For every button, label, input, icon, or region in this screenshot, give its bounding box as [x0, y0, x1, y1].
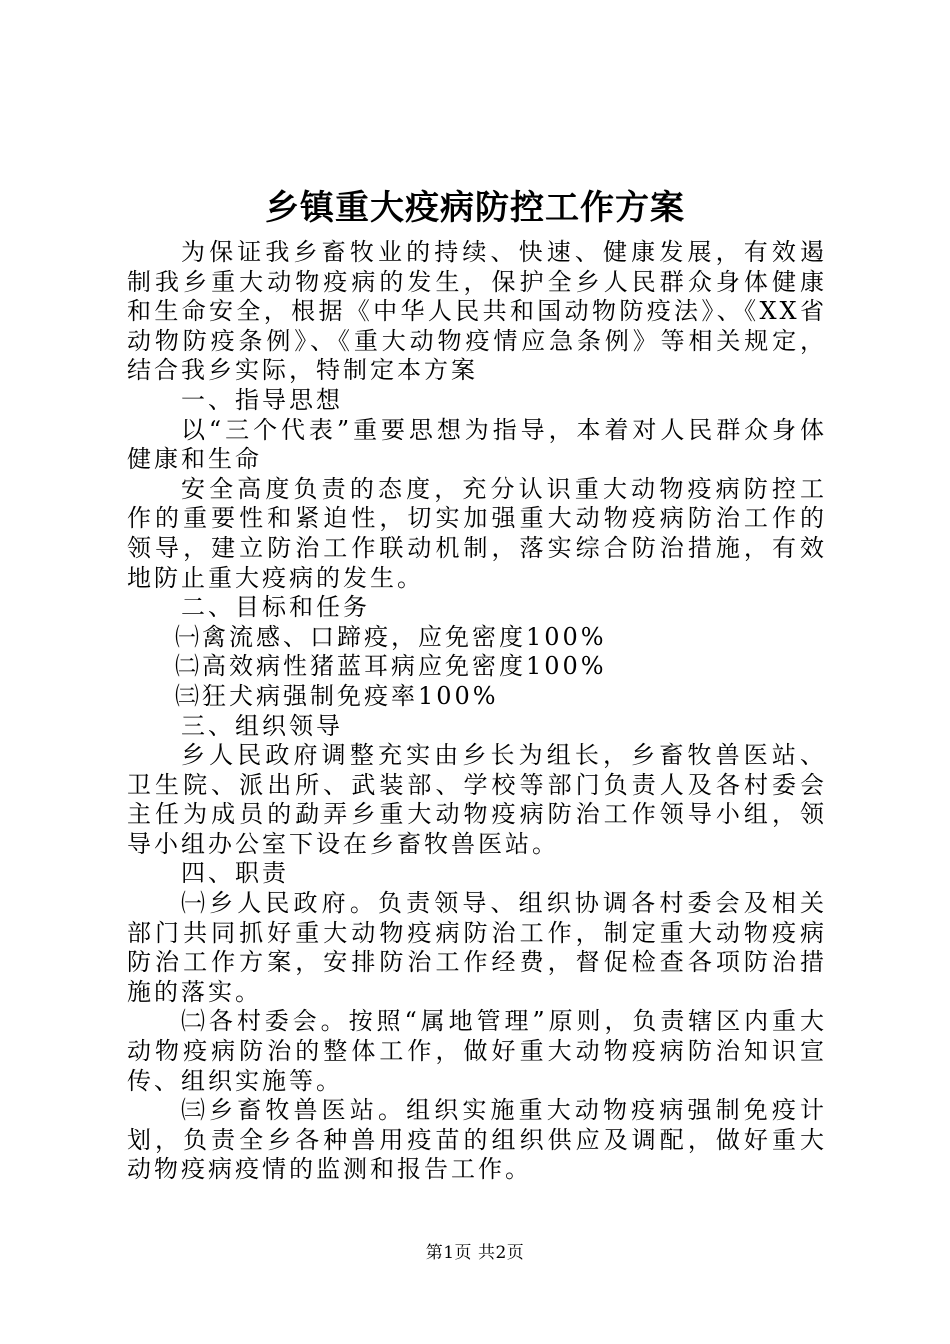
document-body [127, 238, 827, 1185]
duty-item-2: ㈡各村委会。按照“属地管理”原则，负责辖区内重大动物疫病防治的整体工作，做好重大动物疫病防治知识宣传、组织实施等。 [127, 1007, 827, 1095]
paragraph-organization: 乡人民政府调整充实由乡长为组长，乡畜牧兽医站、卫生院、派出所、武装部、学校等部门负责人及各村委会主任为成员的勐弄乡重大动物疫病防治工作领导小组，领导小组办公室下设在乡畜牧兽医站。 [127, 741, 827, 858]
section-heading-guiding-ideology: 一、指导思想 [181, 385, 343, 414]
paragraph-guiding-ideology-2: 安全高度负责的态度，充分认识重大动物疫病防控工作的重要性和紧迫性，切实加强重大动物疫病防治工作的领导，建立防治工作联动机制，落实综合防治措施，有效地防止重大疫病的发生。 [127, 474, 827, 592]
section-heading-organization: 三、组织领导 [181, 711, 343, 740]
section-heading-duties: 四、职责 [181, 859, 289, 888]
goal-item-1: ㈠禽流感、口蹄疫，应免密度100% [175, 622, 607, 651]
goal-item-3: ㈢狂犬病强制免疫率100% [175, 681, 499, 710]
goal-item-2: ㈡高效病性猪蓝耳病应免密度100% [175, 652, 607, 681]
duty-item-1: ㈠乡人民政府。负责领导、组织协调各村委会及相关部门共同抓好重大动物疫病防治工作，制定重大动物疫病防治工作方案，安排防治工作经费，督促检查各项防治措施的落实。 [127, 889, 827, 1006]
paragraph-guiding-ideology-1: 以“三个代表”重要思想为指导，本着对人民群众身体健康和生命 [127, 415, 827, 474]
intro-paragraph: 为保证我乡畜牧业的持续、快速、健康发展，有效遏制我乡重大动物疫病的发生，保护全乡人民群众身体健康和生命安全，根据《中华人民共和国动物防疫法》、《XX省动物防疫条例》、《重大动物疫情应急条例》等相关规定，结合我乡实际，特制定本方案 [127, 238, 827, 385]
page-footer: 第1页 共2页 [425, 1243, 525, 1263]
document-title: 乡镇重大疫病防控工作方案 [265, 188, 685, 228]
duty-item-3: ㈢乡畜牧兽医站。组织实施重大动物疫病强制免疫计划，负责全乡各种兽用疫苗的组织供应及调配，做好重大动物疫病疫情的监测和报告工作。 [127, 1096, 827, 1184]
section-heading-goals: 二、目标和任务 [181, 593, 370, 622]
